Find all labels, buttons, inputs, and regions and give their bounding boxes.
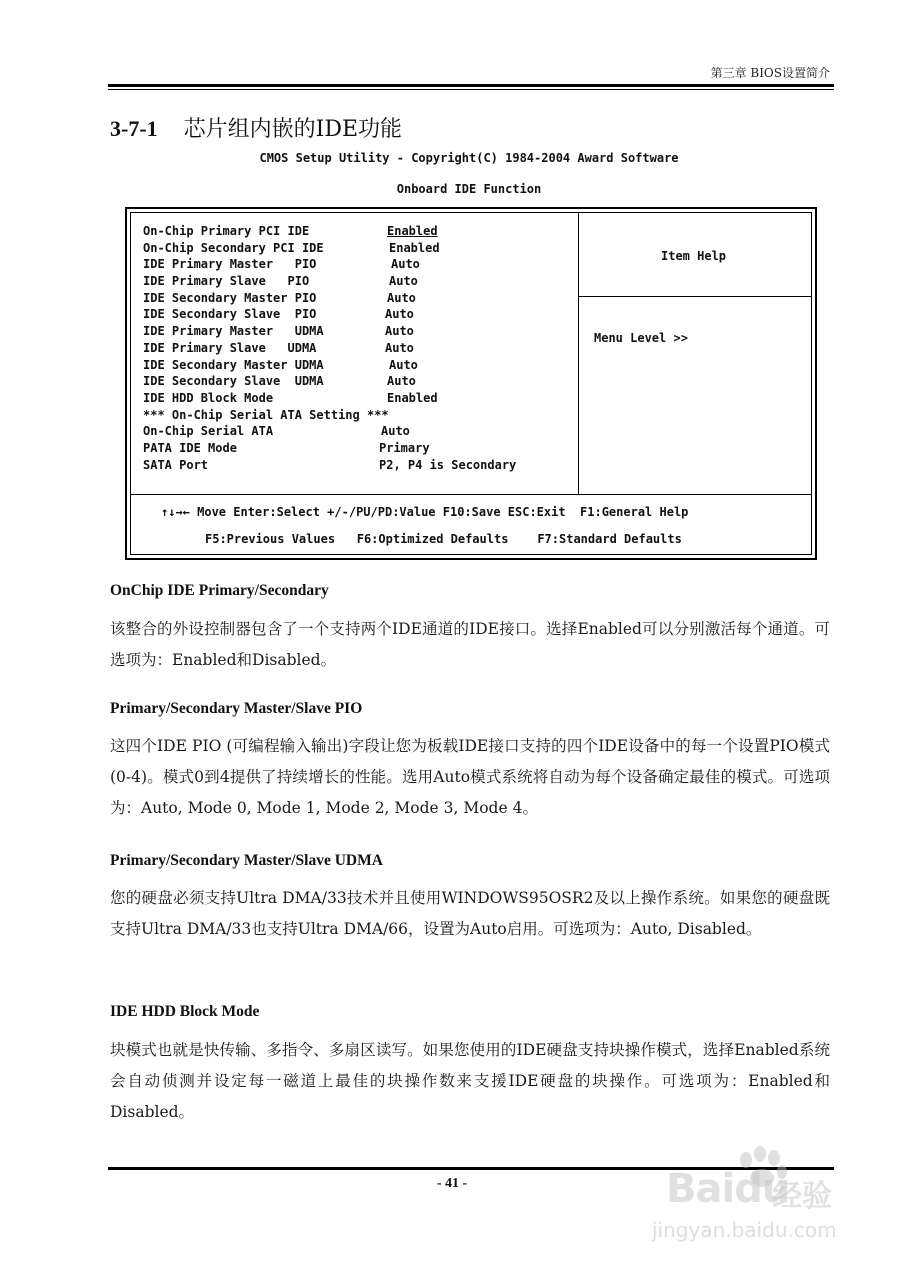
chapter-header: 第三章 BIOS设置简介 [710, 66, 830, 80]
setting-label: IDE Primary Master UDMA [143, 324, 324, 339]
section-number: 3-7-1 [110, 116, 158, 141]
setting-row[interactable] [143, 290, 583, 307]
setting-value[interactable]: Auto [387, 290, 416, 305]
setting-value[interactable]: Auto [385, 307, 414, 322]
setting-value[interactable]: Enabled [387, 390, 438, 405]
watermark-url: jingyan.baidu.com [652, 1218, 837, 1242]
setting-row[interactable] [143, 423, 583, 440]
setting-row[interactable] [143, 323, 583, 340]
header-rule-thin [108, 89, 834, 90]
desc-heading: OnChip IDE Primary/Secondary [110, 582, 329, 599]
setting-value[interactable]: Auto [387, 374, 416, 389]
bios-divider-horizontal [131, 494, 811, 495]
setting-section-header [143, 407, 583, 424]
setting-value[interactable]: P2, P4 is Secondary [379, 457, 517, 472]
setting-value[interactable]: Auto [389, 274, 418, 289]
setting-value[interactable]: Enabled [389, 240, 440, 255]
desc-heading: IDE HDD Block Mode [110, 1003, 260, 1020]
desc-paragraph: 您的硬盘必须支持Ultra DMA/33技术并且使用WINDOWS95OSR2及以上操作系统。如果您的硬盘既支持Ultra DMA/33也支持Ultra DMA/66，设置为Auto启用。可选项为：Auto, Disabled。 [110, 889, 830, 938]
setting-label: On-Chip Serial ATA [143, 424, 274, 439]
desc-paragraph: 该整合的外设控制器包含了一个支持两个IDE通道的IDE接口。选择Enabled可以分别激活每个通道。可选项为：Enabled和Disabled。 [110, 620, 830, 669]
setting-row[interactable] [143, 256, 583, 273]
setting-label: *** On-Chip Serial ATA Setting *** [143, 407, 389, 422]
watermark-brand: Baidu [666, 1166, 790, 1212]
settings-list [143, 223, 583, 473]
setting-row[interactable] [143, 340, 583, 357]
setting-label: IDE Secondary Slave UDMA [143, 374, 324, 389]
desc-paragraph: 块模式也就是快传输、多指令、多扇区读写。如果您使用的IDE硬盘支持块操作模式，选择Enabled系统会自动侦测并设定每一磁道上最佳的块操作数来支援IDE硬盘的块操作。可选项为：Enabled和Disabled。 [110, 1041, 830, 1121]
setting-row[interactable] [143, 373, 583, 390]
setting-row[interactable] [143, 240, 583, 257]
setting-label: IDE Primary Slave PIO [143, 274, 310, 289]
setting-row[interactable] [143, 273, 583, 290]
setting-label: IDE Primary Master PIO [143, 257, 317, 272]
key-legend-line-2: F5:Previous Values F6:Optimized Defaults F7:Standard Defaults [205, 532, 682, 546]
setting-row[interactable] [143, 457, 583, 474]
header-rule [108, 84, 834, 87]
item-help-title: Item Help [661, 249, 727, 263]
setting-row[interactable] [143, 357, 583, 374]
setting-label: IDE Primary Slave UDMA [143, 340, 317, 355]
setting-label: SATA Port [143, 457, 209, 472]
setting-label: On-Chip Secondary PCI IDE [143, 240, 324, 255]
section-title-text: 芯片组内嵌的IDE功能 [183, 117, 403, 142]
bios-screen [125, 207, 817, 560]
setting-row[interactable] [143, 223, 583, 240]
desc-heading: Primary/Secondary Master/Slave UDMA [110, 852, 383, 869]
setting-label: PATA IDE Mode [143, 440, 237, 455]
setting-value[interactable]: Primary [379, 440, 430, 455]
help-divider [578, 296, 811, 297]
section-title [110, 112, 402, 143]
setting-value[interactable]: Auto [391, 257, 420, 272]
setting-row[interactable] [143, 306, 583, 323]
setting-label: IDE Secondary Slave PIO [143, 307, 317, 322]
bios-frame [130, 212, 812, 555]
setting-row[interactable] [143, 440, 583, 457]
key-legend-line-1: ↑↓→← Move Enter:Select +/-/PU/PD:Value F10:Save ESC:Exit F1:General Help [161, 505, 689, 519]
desc-heading: Primary/Secondary Master/Slave PIO [110, 700, 363, 717]
setting-value[interactable]: Auto [385, 324, 414, 339]
page-number: - 41 - [436, 1176, 468, 1191]
bios-screen-title: Onboard IDE Function [396, 182, 542, 196]
setting-value[interactable]: Enabled [387, 224, 438, 238]
watermark [632, 1146, 846, 1246]
setting-row[interactable] [143, 390, 583, 407]
watermark-cn: 经验 [772, 1179, 832, 1214]
menu-level: Menu Level >> [594, 331, 688, 345]
setting-label: IDE HDD Block Mode [143, 390, 274, 405]
bios-utility-title: CMOS Setup Utility - Copyright(C) 1984-2004 Award Software [259, 151, 679, 165]
setting-value[interactable]: Auto [389, 357, 418, 372]
setting-label: IDE Secondary Master PIO [143, 290, 317, 305]
setting-label: IDE Secondary Master UDMA [143, 357, 324, 372]
setting-value[interactable]: Auto [381, 424, 410, 439]
setting-label: On-Chip Primary PCI IDE [143, 224, 310, 238]
desc-paragraph: 这四个IDE PIO (可编程输入输出)字段让您为板载IDE接口支持的四个IDE设备中的每一个设置PIO模式(0-4)。模式0到4提供了持续增长的性能。选用Auto模式系统将自动为每个设备确定最佳的模式。可选项为：Auto, Mode 0, Mode 1, Mode 2, Mode 3, Mode 4。 [110, 737, 830, 817]
setting-value[interactable]: Auto [385, 340, 414, 355]
